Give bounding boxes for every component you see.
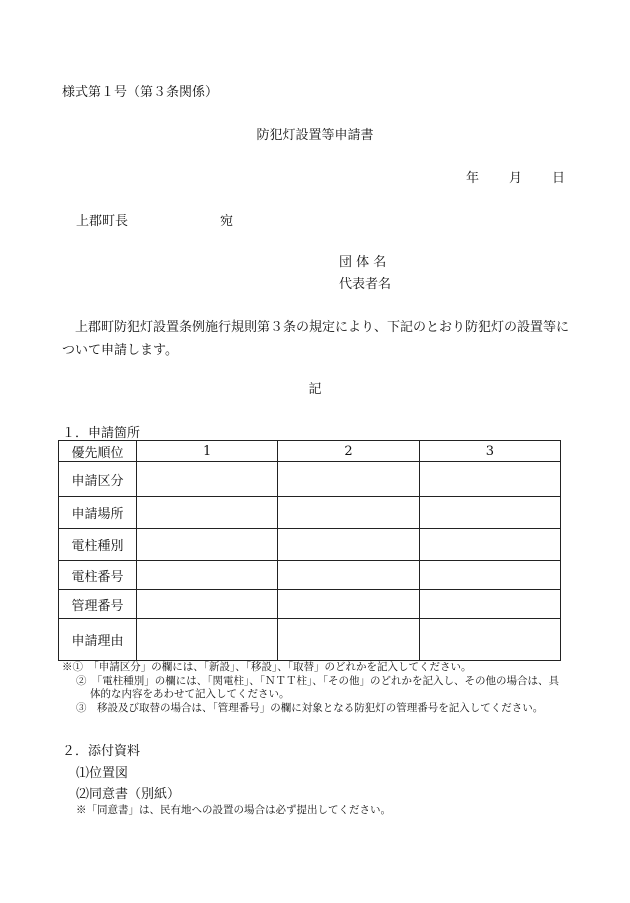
table-row: [59, 561, 561, 590]
table-cell[interactable]: [419, 529, 560, 561]
table-row: [59, 590, 561, 619]
date-year: 年: [466, 171, 480, 186]
column-header: 1: [137, 441, 278, 462]
application-table: [58, 440, 561, 661]
table-cell[interactable]: [137, 529, 278, 561]
table-row: [59, 462, 561, 497]
org-name-label: 団 体 名: [339, 255, 387, 270]
note-line: ※① 「申請区分」の欄には、「新設」、「移設」、「取替」のどれかを記入してください。: [62, 661, 472, 673]
table-cell[interactable]: [137, 590, 278, 619]
date-line: [466, 167, 565, 186]
table-header-row: [59, 441, 561, 462]
table-cell[interactable]: [137, 462, 278, 497]
table-cell[interactable]: [419, 619, 560, 661]
table-cell[interactable]: [278, 529, 419, 561]
addressee-name: 上郡町長: [76, 214, 129, 229]
attachment-item: ⑴位置図: [76, 766, 129, 781]
representative-label: 代表者名: [339, 277, 392, 292]
priority-label: 優先順位: [59, 441, 137, 462]
table-cell[interactable]: [137, 561, 278, 590]
row-label: 電柱種別: [59, 529, 137, 561]
table-cell[interactable]: [419, 590, 560, 619]
table-row: [59, 497, 561, 529]
table-cell[interactable]: [278, 497, 419, 529]
row-label: 管理番号: [59, 590, 137, 619]
date-day: 日: [552, 171, 566, 186]
column-header: 2: [278, 441, 419, 462]
note-line: ② 「電柱種別」の欄には、「関電柱」、「ＮＴＴ柱」、「その他」のどれかを記入し、その他の場合は、具: [76, 674, 559, 687]
table-cell[interactable]: [137, 619, 278, 661]
table-cell[interactable]: [137, 497, 278, 529]
column-header: 3: [419, 441, 560, 462]
row-label: 申請区分: [59, 462, 137, 497]
applicant-block: [339, 252, 391, 296]
attachment-item: ⑵同意書（別紙）: [76, 787, 181, 802]
row-label: 申請理由: [59, 619, 137, 661]
table-cell[interactable]: [278, 619, 419, 661]
addressee-suffix: 宛: [220, 214, 234, 229]
note-line: 体的な内容をあわせて記入してください。: [90, 688, 290, 700]
section1-heading: １．申請箇所: [62, 426, 141, 441]
table-cell[interactable]: [419, 561, 560, 590]
note-line: ③ 移設及び取替の場合は、「管理番号」の欄に対象となる防犯灯の管理番号を記入してください。: [76, 701, 544, 714]
addressee: [76, 210, 233, 229]
table-cell[interactable]: [278, 561, 419, 590]
form-number: 様式第１号（第３条関係）: [62, 85, 219, 100]
attachment-note: ※「同意書」は、民有地への設置の場合は必ず提出してください。: [76, 804, 391, 816]
date-month: 月: [509, 171, 523, 186]
row-label: 申請場所: [59, 497, 137, 529]
document-title: 防犯灯設置等申請書: [256, 128, 374, 143]
table-row: [59, 529, 561, 561]
table-cell[interactable]: [419, 462, 560, 497]
row-label: 電柱番号: [59, 561, 137, 590]
body-text: 上郡町防犯灯設置条例施行規則第３条の規定により、下記のとおり防犯灯の設置等について申請します。: [62, 320, 570, 358]
ki-heading: 記: [308, 382, 322, 397]
table-cell[interactable]: [278, 462, 419, 497]
table-notes: [62, 661, 559, 715]
table-row: [59, 619, 561, 661]
table-cell[interactable]: [419, 497, 560, 529]
section2-heading: ２．添付資料: [62, 744, 141, 759]
table-cell[interactable]: [278, 590, 419, 619]
